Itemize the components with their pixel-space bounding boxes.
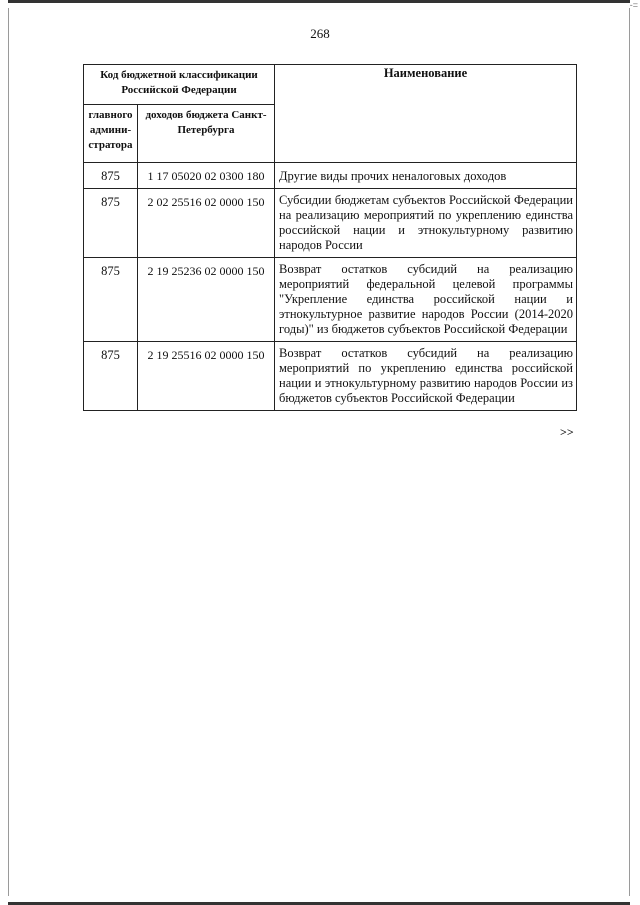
budget-code-cell: 2 02 25516 02 0000 150	[138, 189, 275, 258]
header-name: Наименование	[275, 65, 577, 163]
table-row	[84, 189, 577, 258]
budget-code-cell: 2 19 25236 02 0000 150	[138, 258, 275, 342]
income-name-cell: Возврат остатков субсидий на реализацию мероприятий по укреплению единства российской нации и этнокультурному развитию народов России из бюджетов субъектов Российской Федерации	[275, 342, 577, 411]
table-header-row	[84, 65, 577, 105]
admin-code-cell: 875	[84, 189, 138, 258]
continuation-mark: >>	[560, 425, 574, 439]
header-budget-classification-code: Код бюджетной классификации Российской Федерации	[84, 65, 275, 105]
table-row	[84, 163, 577, 189]
scan-corner-mark: -=	[629, 0, 638, 10]
admin-code-cell: 875	[84, 163, 138, 189]
admin-code-cell: 875	[84, 258, 138, 342]
budget-code-cell: 2 19 25516 02 0000 150	[138, 342, 275, 411]
page-number: 268	[310, 26, 330, 41]
income-name-cell: Другие виды прочих неналоговых доходов	[275, 163, 577, 189]
header-main-administrator: главного админи-стратора	[84, 105, 138, 163]
income-name-cell: Возврат остатков субсидий на реализацию мероприятий федеральной целевой программы "Укрепление единства российской нации и этнокультурное развитие народов России (2014-2020 годы)" из бюджетов субъектов Российской Федерации	[275, 258, 577, 342]
header-spb-budget-income: доходов бюджета Санкт-Петербурга	[138, 105, 275, 163]
admin-code-cell: 875	[84, 342, 138, 411]
scan-top-edge	[8, 0, 630, 3]
budget-code-cell: 1 17 05020 02 0300 180	[138, 163, 275, 189]
income-name-cell: Субсидии бюджетам субъектов Российской Федерации на реализацию мероприятий по укреплению единства российской нации и этнокультурному развитию народов России	[275, 189, 577, 258]
table-row	[84, 342, 577, 411]
budget-classification-table	[83, 64, 577, 411]
table-row	[84, 258, 577, 342]
